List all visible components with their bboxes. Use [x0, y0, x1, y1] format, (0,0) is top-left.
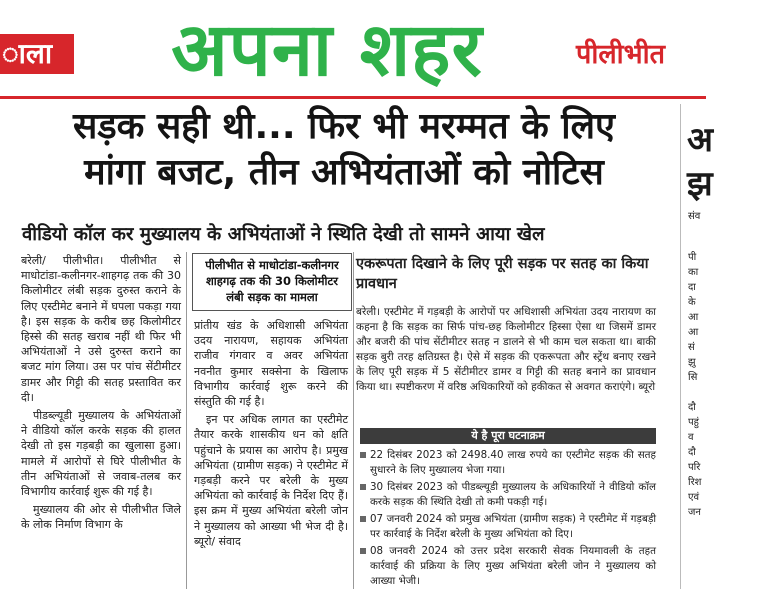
adjacent-line: सं: [688, 342, 695, 353]
article-column-1: [21, 253, 181, 589]
adjacent-line: के: [688, 297, 696, 308]
adjacent-line: परि: [688, 462, 701, 473]
adjacent-line: झु: [688, 357, 696, 368]
timeline-text: 30 दिसंबर 2023 को पीडब्ल्यूडी मुख्यालय के अधिकारियों ने वीडियो कॉल करके सड़क की स्थिति देखी तो कमी पकड़ी गई।: [370, 481, 656, 508]
paragraph: प्रांतीय खंड के अधिशासी अभियंता उदय नारायण, सहायक अभियंता राजीव गंगवार व अवर अभियंता नवनीत कुमार सक्सेना के खिलाफ विभागीय कार्रवाई शुरू करने की संस्तुति की गई है।: [194, 319, 348, 409]
sub-story-heading: एकरूपता दिखाने के लिए पूरी सड़क पर सतह का किया प्रावधान: [356, 256, 649, 292]
adjacent-line: आ: [688, 312, 699, 323]
masthead-divider: [0, 96, 706, 99]
adjacent-line: का: [688, 267, 699, 278]
adjacent-body: [688, 250, 758, 520]
paragraph: इन पर अधिक लागत का एस्टीमेट तैयार करके शासकीय धन को क्षति पहुंचाने के प्रयास का आरोप है। प्रमुख अभियंता (ग्रामीण सड़क) ने एस्टीमेट में गड़बड़ी करने पर बरेली के मुख्य अभियंता को कार्रवाई के निर्देश दिए हैं। इस क्रम में मुख्य अभियंता बरेली जोन ने मुख्यालय को आख्या भी भेज दी है। ब्यूरो/ संवाद: [194, 413, 348, 548]
column-divider: [186, 252, 187, 589]
adjacent-line: दौ: [688, 402, 696, 413]
square-bullet-icon: [360, 548, 366, 554]
headline-line-2: मांगा बजट, तीन अभियंताओं को नोटिस: [84, 152, 604, 193]
page-title: अपना शहर: [171, 7, 483, 93]
timeline-text: 08 जनवरी 2024 को उत्तर प्रदेश सरकारी सेवक नियमावली के तहत कार्रवाई की प्रक्रिया के लिए मुख्य अभियंता बरेली जोन ने मुख्यालय को आख्या भेजी।: [370, 545, 656, 587]
pull-quote-box: पीलीभीत से माधोटांडा-कलीनगर शाहगढ़ तक की 30 किलोमीटर लंबी सड़क का मामला: [192, 253, 352, 311]
adjacent-line: रिश: [688, 477, 702, 488]
timeline-text: 22 दिसंबर 2023 को 2498.40 लाख रुपये का एस्टीमेट सड़क की सतह सुधारने के लिए मुख्यालय भेजा गया।: [370, 449, 656, 476]
timeline-item: [360, 448, 656, 478]
subheadline: वीडियो कॉल कर मुख्यालय के अभियंताओं ने स्थिति देखी तो सामने आया खेल: [22, 224, 545, 245]
timeline-text: 07 जनवरी 2024 को प्रमुख अभियंता (ग्रामीण सड़क) ने एस्टीमेट में गड़बड़ी पर कार्रवाई के निर्देश बरेली के मुख्य अभियंता को दिए।: [370, 513, 656, 540]
adjacent-line: पी: [688, 252, 697, 263]
timeline-item: [360, 512, 656, 542]
adjacent-headline-line-2: झ: [687, 164, 713, 204]
adjacent-headline: [687, 118, 713, 206]
adjacent-line: दा: [688, 282, 696, 293]
timeline-list: [360, 448, 656, 591]
square-bullet-icon: [360, 516, 366, 522]
adjacent-line: आ: [688, 327, 699, 338]
headline: [0, 104, 688, 196]
square-bullet-icon: [360, 484, 366, 490]
column-divider: [353, 252, 354, 589]
headline-line-1: सड़क सही थी... फिर भी मरम्मत के लिए: [73, 106, 615, 147]
adjacent-line: जन: [688, 507, 701, 518]
timeline-banner: ये है पूरा घटनाक्रम: [360, 428, 656, 444]
adjacent-line: एवं: [688, 492, 700, 503]
paragraph: पीडब्ल्यूडी मुख्यालय के अभियंताओं ने वीडियो कॉल करके सड़क की हालत देखी तो इस गड़बड़ी का खुलासा हुआ। मामले में आरोपों से घिरे पीलीभीत के तीन अभियंताओं से जवाब-तलब कर विभागीय कार्रवाई शुरू की गई है।: [21, 409, 181, 499]
adjacent-label: संव: [688, 211, 701, 222]
adjacent-story-column: [687, 104, 713, 589]
timeline-item: [360, 480, 656, 510]
timeline-item: [360, 544, 656, 589]
sub-story-body: बरेली। एस्टीमेट में गड़बड़ी के आरोपों पर अधिशासी अभियंता उदय नारायण का कहना है कि सड़क का सिर्फ पांच-छह किलोमीटर हिस्सा ऐसा था जिसमें डामर और बजरी की पांच सेंटीमीटर सतह न डालने से भी काम चल सकता था। बाकी सड़क बुरी तरह क्षतिग्रस्त है। ऐसे में सड़क की एकरूपता और स्ट्रेंथ बनाए रखने के लिए पूरी सड़क में 5 सेंटीमीटर डामर व गिट्टी की सतह बनाने का प्रावधान किया था। स्पष्टीकरण में वरिष्ठ अधिकारियों को हकीकत से अवगत कराएंगे। ब्यूरो: [356, 306, 656, 393]
adjacent-line: सि: [688, 372, 698, 383]
paragraph: बरेली/ पीलीभीत। पीलीभीत से माधोटांडा-कलीनगर-शाहगढ़ तक की 30 किलोमीटर लंबी सड़क दुरुस्त कराने के लिए एस्टीमेट बनाने में घपला पकड़ा गया है। इस सड़क के करीब छह किलोमीटर हिस्से की सतह खराब नहीं थी फिर भी अभियंताओं ने उसे दुरुस्त कराने का बजट मांग लिया। उस पर पांच सेंटीमीटर डामर और गिट्टी की सतह प्रस्तावित कर दी।: [21, 254, 181, 404]
square-bullet-icon: [360, 452, 366, 458]
paragraph: मुख्यालय की ओर से पीलीभीत जिले के लोक निर्माण विभाग के: [21, 503, 181, 532]
adjacent-line: व: [688, 432, 694, 443]
column-divider: [680, 104, 681, 589]
section-label: ाला: [0, 34, 74, 74]
city-label: पीलीभीत: [576, 39, 665, 70]
adjacent-headline-line-1: अ: [687, 120, 713, 160]
adjacent-line: पहुं: [688, 417, 699, 428]
adjacent-line: दौ: [688, 447, 696, 458]
masthead: [0, 0, 706, 102]
adjacent-line: [688, 385, 758, 400]
article-column-2: [194, 318, 348, 589]
